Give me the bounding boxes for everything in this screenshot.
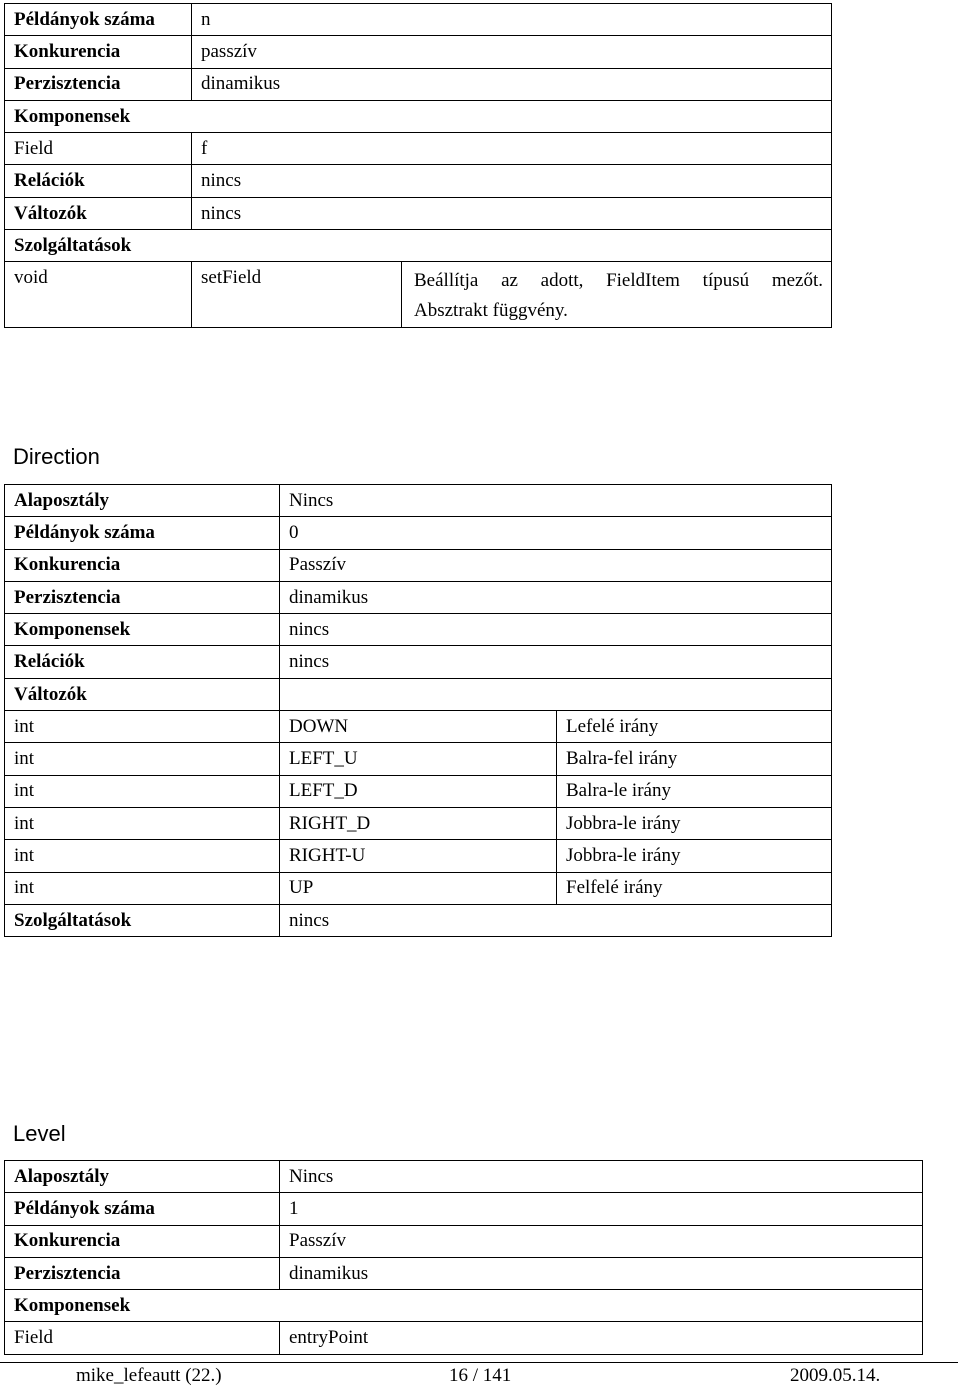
dir-value-relations: nincs: [280, 646, 832, 678]
lvl-label-instances: Példányok száma: [5, 1193, 280, 1225]
dir-value-services: nincs: [280, 904, 832, 936]
footer-page-number: 16 / 141: [449, 1365, 512, 1386]
var-name: RIGHT_D: [280, 807, 557, 839]
var-name: RIGHT-U: [280, 840, 557, 872]
service-description: [402, 262, 832, 328]
dir-label-persistence: Perzisztencia: [5, 581, 280, 613]
var-type: int: [5, 743, 280, 775]
var-desc: Balra-fel irány: [557, 743, 832, 775]
dir-value-components: nincs: [280, 614, 832, 646]
dir-value-instances: 0: [280, 517, 832, 549]
service-desc-line2: Absztrakt függvény.: [414, 299, 568, 321]
dir-label-services: Szolgáltatások: [5, 904, 280, 936]
var-type: int: [5, 872, 280, 904]
var-desc: Jobbra-le irány: [557, 807, 832, 839]
table-row: [5, 743, 832, 775]
value-concurrency: passzív: [192, 36, 832, 68]
label-concurrency: Konkurencia: [5, 36, 192, 68]
dir-label-components: Komponensek: [5, 614, 280, 646]
var-desc: Felfelé irány: [557, 872, 832, 904]
label-persistence: Perzisztencia: [5, 68, 192, 100]
dir-label-instances: Példányok száma: [5, 517, 280, 549]
label-variables: Változók: [5, 197, 192, 229]
footer-author: mike_lefeautt (22.): [76, 1365, 222, 1386]
var-desc: Jobbra-le irány: [557, 840, 832, 872]
lvl-label-concurrency: Konkurencia: [5, 1225, 280, 1257]
lvl-value-base: Nincs: [280, 1161, 923, 1193]
table-row: [5, 711, 832, 743]
value-instances: n: [192, 4, 832, 36]
var-name: DOWN: [280, 711, 557, 743]
lvl-value-instances: 1: [280, 1193, 923, 1225]
lvl-label-field: Field: [5, 1322, 280, 1354]
value-field: f: [192, 133, 832, 165]
service-desc-line1: Beállítja az adott, FieldItem típusú mezőt.: [414, 270, 823, 292]
table-row: [5, 807, 832, 839]
var-desc: Balra-le irány: [557, 775, 832, 807]
var-desc: Lefelé irány: [557, 711, 832, 743]
lvl-value-persistence: dinamikus: [280, 1257, 923, 1289]
dir-label-base: Alaposztály: [5, 485, 280, 517]
page-footer: [0, 1362, 958, 1390]
var-name: UP: [280, 872, 557, 904]
table-row: [5, 872, 832, 904]
service-type: void: [5, 262, 192, 328]
lvl-label-components: Komponensek: [5, 1290, 923, 1322]
lvl-value-field: entryPoint: [280, 1322, 923, 1354]
lvl-label-base: Alaposztály: [5, 1161, 280, 1193]
class-table-level: [4, 1160, 923, 1355]
dir-label-concurrency: Konkurencia: [5, 549, 280, 581]
dir-label-relations: Relációk: [5, 646, 280, 678]
dir-label-variables: Változók: [5, 678, 280, 710]
dir-value-base: Nincs: [280, 485, 832, 517]
table-row: [5, 840, 832, 872]
section-title-level: Level: [13, 1121, 66, 1146]
table-row: [5, 775, 832, 807]
lvl-label-persistence: Perzisztencia: [5, 1257, 280, 1289]
label-services: Szolgáltatások: [5, 230, 832, 262]
var-type: int: [5, 775, 280, 807]
value-persistence: dinamikus: [192, 68, 832, 100]
lvl-value-concurrency: Passzív: [280, 1225, 923, 1257]
var-name: LEFT_D: [280, 775, 557, 807]
class-table-direction: [4, 484, 832, 937]
label-field: Field: [5, 133, 192, 165]
dir-value-concurrency: Passzív: [280, 549, 832, 581]
value-relations: nincs: [192, 165, 832, 197]
footer-date: 2009.05.14.: [790, 1365, 881, 1386]
var-type: int: [5, 840, 280, 872]
class-table-1: [4, 3, 832, 328]
var-type: int: [5, 807, 280, 839]
label-instances: Példányok száma: [5, 4, 192, 36]
dir-value-persistence: dinamikus: [280, 581, 832, 613]
var-name: LEFT_U: [280, 743, 557, 775]
label-components: Komponensek: [5, 100, 832, 132]
value-variables: nincs: [192, 197, 832, 229]
label-relations: Relációk: [5, 165, 192, 197]
var-type: int: [5, 711, 280, 743]
section-title-direction: Direction: [13, 444, 100, 469]
dir-value-variables: [280, 678, 832, 710]
service-name: setField: [192, 262, 402, 328]
